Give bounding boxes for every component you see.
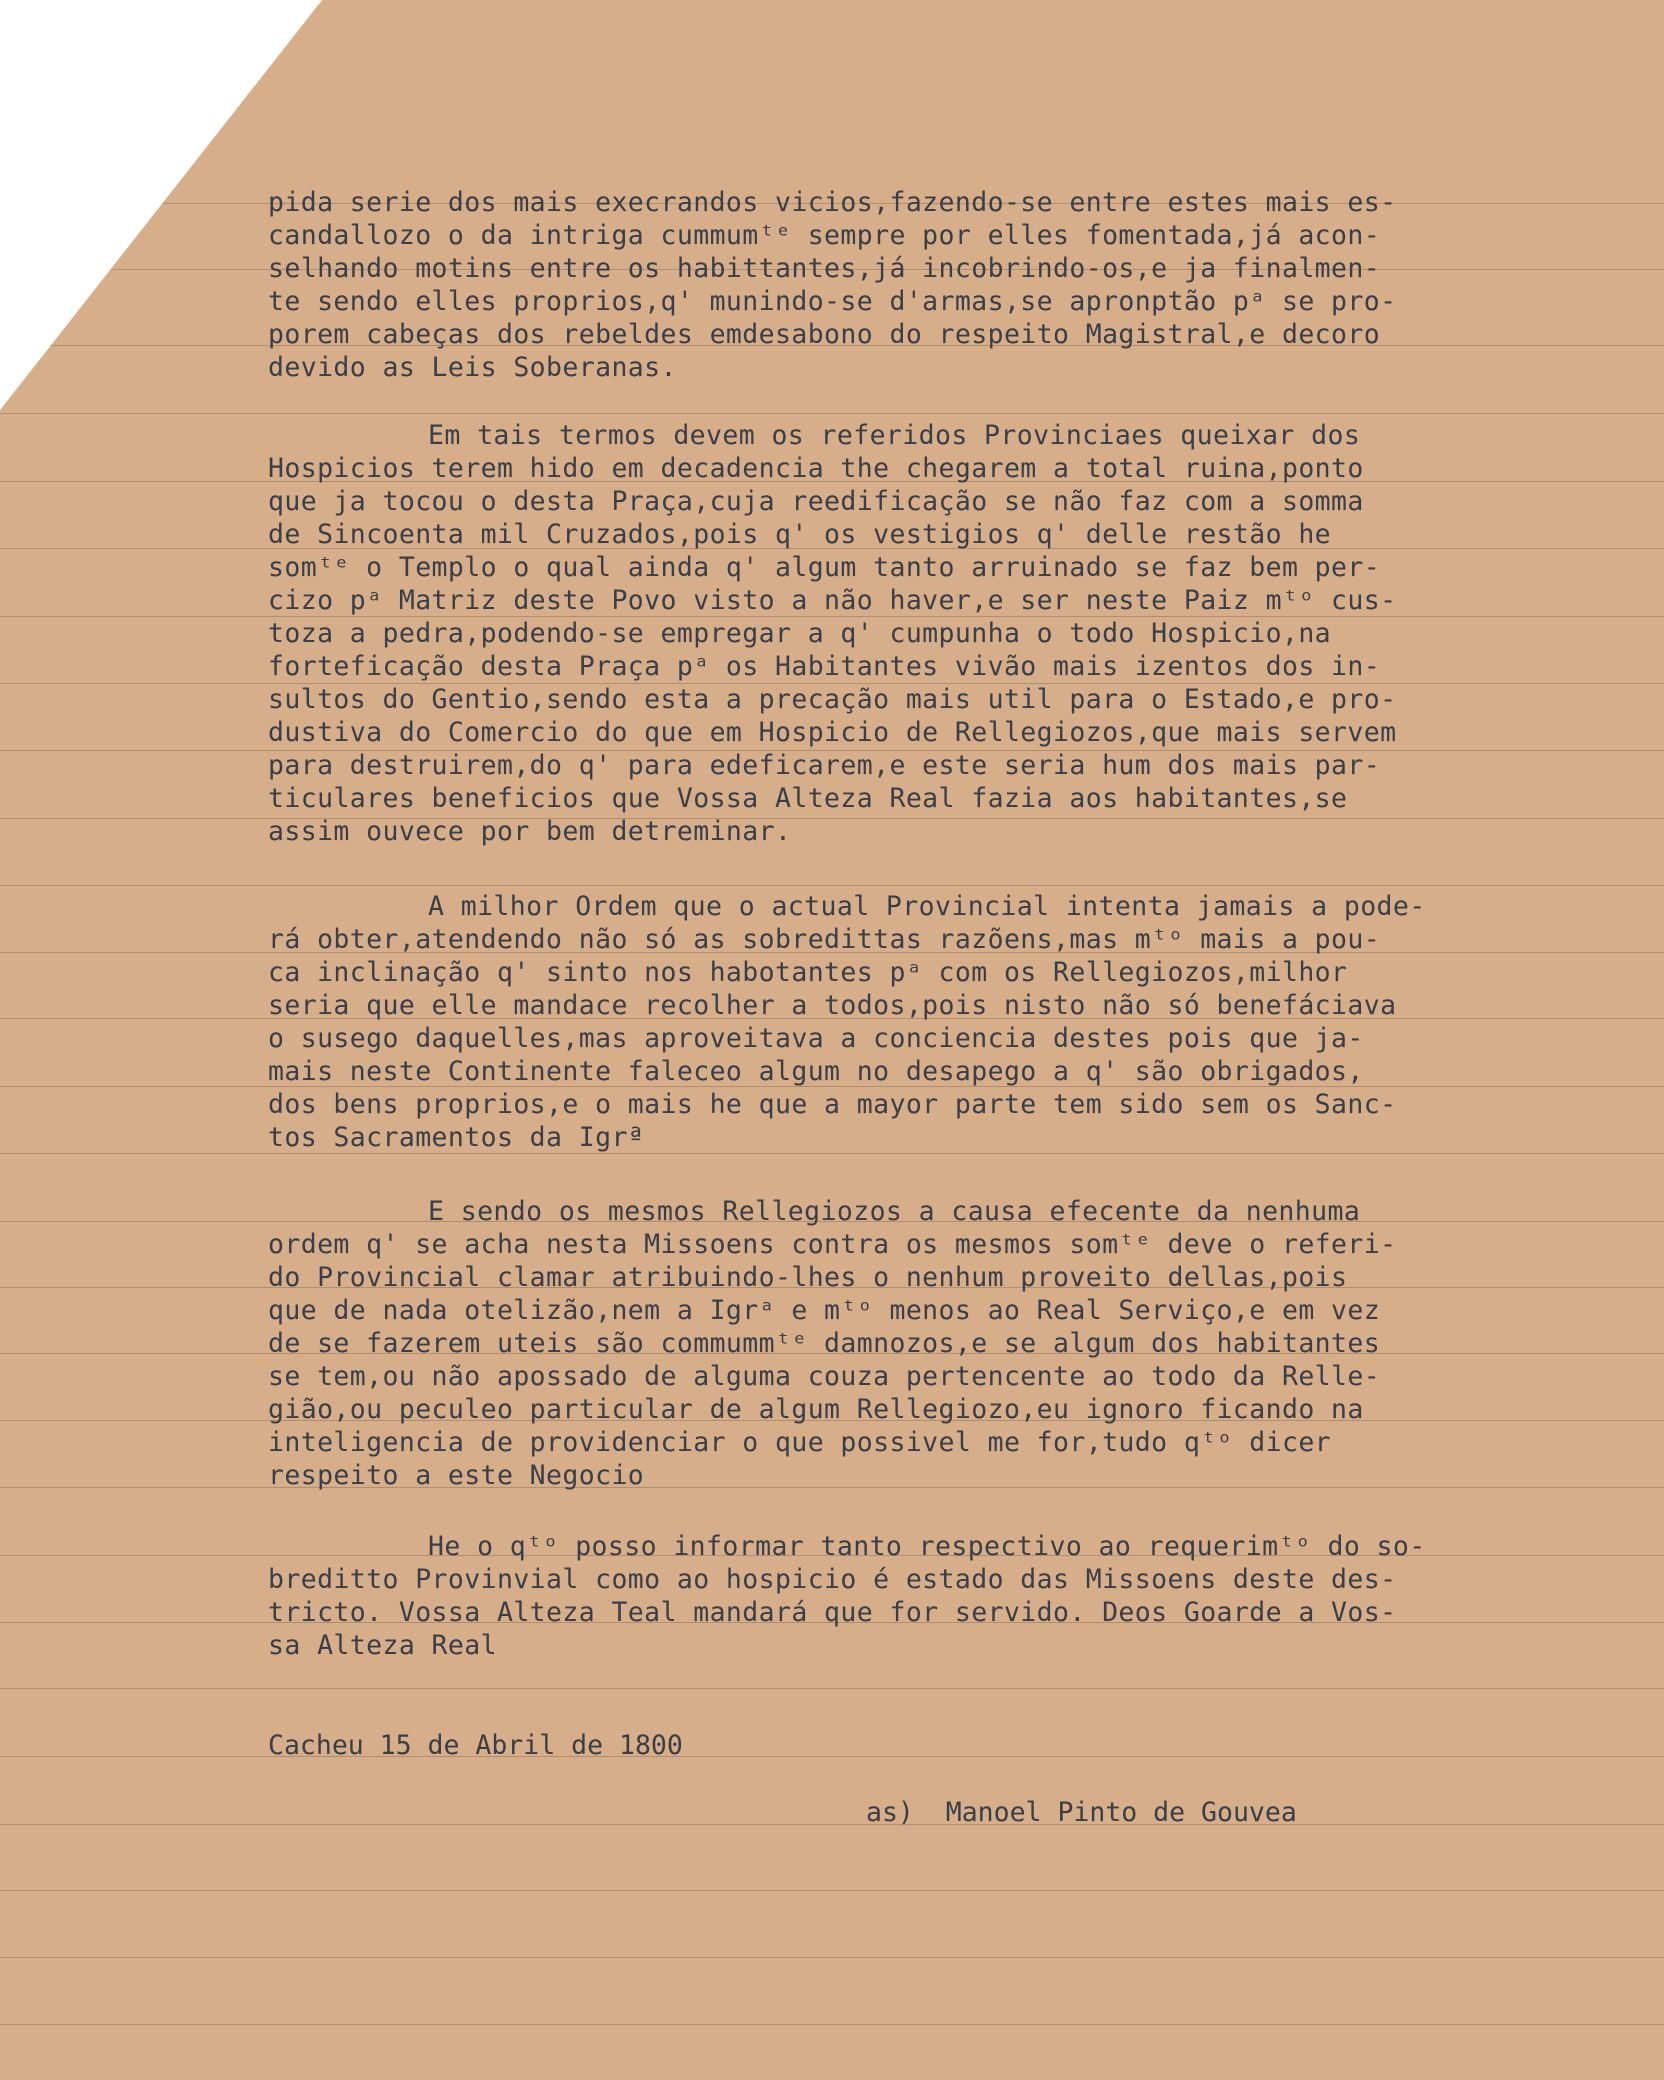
paragraph-2 <box>268 419 1658 848</box>
ruled-line <box>0 2024 1664 2025</box>
text-line: devido as Leis Soberanas. <box>268 352 677 383</box>
text-line: mais neste Continente faleceo algum no desapego a q' são obrigados, <box>268 1056 1364 1087</box>
text-line: dustiva do Comercio do que em Hospicio de Rellegiozos,que mais servem <box>268 717 1397 748</box>
text-line: cizo pᵃ Matriz deste Povo visto a não haver,e ser neste Paiz mᵗᵒ cus- <box>268 585 1397 616</box>
text-line: sultos do Gentio,sendo esta a precação mais util para o Estado,e pro- <box>268 684 1397 715</box>
text-line: ca inclinação q' sinto nos habotantes pᵃ com os Rellegiozos,milhor <box>268 957 1348 988</box>
text-line: breditto Provinvial como ao hospicio é estado das Missoens deste des- <box>268 1564 1397 1595</box>
text-line: para destruirem,do q' para edeficarem,e este seria hum dos mais par- <box>268 750 1381 781</box>
text-line: somᵗᵉ o Templo o qual ainda q' algum tanto arruinado se faz bem per- <box>268 552 1381 583</box>
text-line: do Provincial clamar atribuindo-lhes o nenhum proveito dellas,pois <box>268 1262 1348 1293</box>
text-line: que de nada otelizão,nem a Igrᵃ e mᵗᵒ menos ao Real Serviço,e em vez <box>268 1295 1381 1326</box>
text-line: candallozo o da intriga cummumᵗᵉ sempre por elles fomentada,já acon- <box>268 220 1381 251</box>
text-line: porem cabeças dos rebeldes emdesabono do respeito Magistral,e decoro <box>268 319 1381 350</box>
ruled-line <box>0 1890 1664 1891</box>
text-line: gião,ou peculeo particular de algum Rellegiozo,eu ignoro ficando na <box>268 1394 1364 1425</box>
text-line: que ja tocou o desta Praça,cuja reedificação se não faz com a somma <box>268 486 1364 517</box>
text-line: He o qᵗᵒ posso informar tanto respectivo ao requerimᵗᵒ do so- <box>428 1531 1426 1562</box>
text-line: E sendo os mesmos Rellegiozos a causa efecente da nenhuma <box>428 1196 1361 1227</box>
paragraph-3 <box>268 890 1658 1154</box>
ruled-line <box>0 1824 1664 1825</box>
text-line: se tem,ou não apossado de alguma couza pertencente ao todo da Relle- <box>268 1361 1381 1392</box>
paragraph-5 <box>268 1530 1658 1662</box>
text-line: tricto. Vossa Alteza Teal mandará que for servido. Deos Goarde a Vos- <box>268 1597 1397 1628</box>
text-line: seria que elle mandace recolher a todos,pois nisto não só benefáciava <box>268 990 1397 1021</box>
text-line: rá obter,atendendo não só as sobredittas razõens,mas mᵗᵒ mais a pou- <box>268 924 1381 955</box>
text-line: de Sincoenta mil Cruzados,pois q' os vestigios q' delle restão he <box>268 519 1332 550</box>
text-line: te sendo elles proprios,q' munindo-se d'armas,se apronptão pᵃ se pro- <box>268 286 1397 317</box>
text-line: toza a pedra,podendo-se empregar a q' cumpunha o todo Hospicio,na <box>268 618 1332 649</box>
text-line: o susego daquelles,mas aproveitava a conciencia destes pois que ja- <box>268 1023 1364 1054</box>
text-line: ticulares beneficios que Vossa Alteza Real fazia aos habitantes,se <box>268 783 1348 814</box>
ruled-line <box>0 885 1664 886</box>
ruled-line <box>0 1756 1664 1757</box>
ruled-line <box>0 413 1664 414</box>
text-line: sa Alteza Real <box>268 1630 497 1661</box>
date-line: Cacheu 15 de Abril de 1800 <box>268 1730 683 1761</box>
text-line: selhando motins entre os habittantes,já incobrindo-os,e ja finalmen- <box>268 253 1381 284</box>
text-line: Em tais termos devem os referidos Provinciaes queixar dos <box>428 420 1361 451</box>
paragraph-1 <box>268 186 1658 384</box>
text-line: inteligencia de providenciar o que possivel me for,tudo qᵗᵒ dicer <box>268 1427 1332 1458</box>
text-line: respeito a este Negocio <box>268 1460 645 1491</box>
text-line: forteficação desta Praça pᵃ os Habitantes vivão mais izentos dos in- <box>268 651 1381 682</box>
text-line: pida serie dos mais execrandos vicios,fazendo-se entre estes mais es- <box>268 187 1397 218</box>
paragraph-4 <box>268 1195 1658 1492</box>
text-line: A milhor Ordem que o actual Provincial intenta jamais a pode- <box>428 891 1426 922</box>
ruled-line <box>0 1688 1664 1689</box>
text-line: ordem q' se acha nesta Missoens contra os mesmos somᵗᵉ deve o referi- <box>268 1229 1397 1260</box>
text-line: dos bens proprios,e o mais he que a mayor parte tem sido sem os Sanc- <box>268 1089 1397 1120</box>
ruled-line <box>0 1957 1664 1958</box>
signature-line: as) Manoel Pinto de Gouvea <box>866 1797 1297 1828</box>
text-line: de se fazerem uteis são commummᵗᵉ damnozos,e se algum dos habitantes <box>268 1328 1381 1359</box>
text-line: Hospicios terem hido em decadencia the chegarem a total ruina,ponto <box>268 453 1364 484</box>
text-line: tos Sacramentos da Igrª <box>268 1122 645 1153</box>
text-line: assim ouvece por bem detreminar. <box>268 816 792 847</box>
